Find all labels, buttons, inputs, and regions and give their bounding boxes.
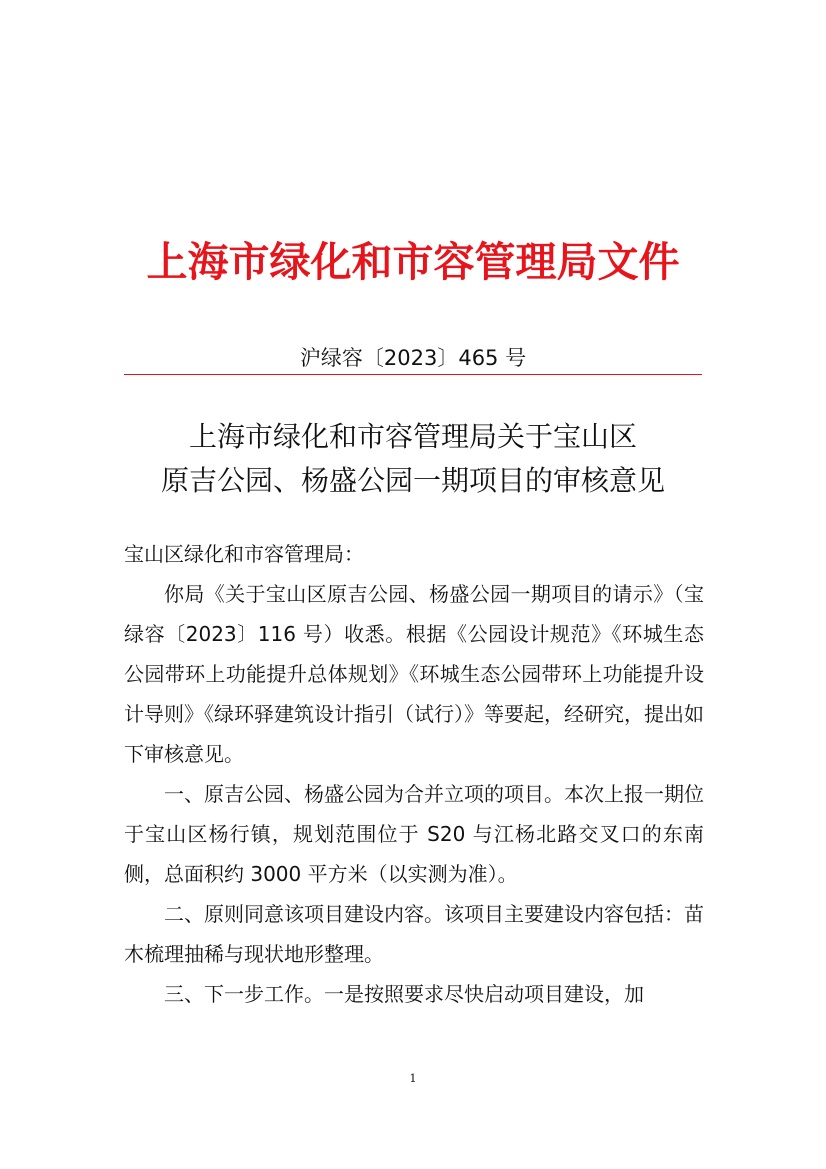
document-body xyxy=(124,534,704,1014)
document-title xyxy=(0,415,826,503)
body-paragraph: 你局《关于宝山区原吉公园、杨盛公园一期项目的请示》（宝绿容〔2023〕116 号）收悉。根据《公园设计规范》《环城生态公园带环上功能提升总体规划》《环城生态公园带环上功能提升设计导则》《绿环驿建筑设计指引（试行）》等要起，经研究，提出如下审核意见。 xyxy=(124,582,704,766)
page-number: 1 xyxy=(409,1072,417,1085)
body-paragraph: 一、原吉公园、杨盛公园为合并立项的项目。本次上报一期位于宝山区杨行镇，规划范围位于 S20 与江杨北路交叉口的东南侧，总面积约 3000 平方米（以实测为准）。 xyxy=(124,782,704,886)
document-title-line-1: 上海市绿化和市容管理局关于宝山区 xyxy=(188,420,637,453)
body-paragraph: 二、原则同意该项目建设内容。该项目主要建设内容包括：苗木梳理抽稀与现状地形整理。 xyxy=(124,902,704,966)
body-paragraph: 三、下一步工作。一是按照要求尽快启动项目建设，加 xyxy=(164,982,644,1006)
addressee: 宝山区绿化和市容管理局： xyxy=(124,542,364,566)
document-header-title: 上海市绿化和市容管理局文件 xyxy=(146,238,680,286)
document-number: 沪绿容〔2023〕465 号 xyxy=(299,346,527,370)
red-divider-line xyxy=(124,374,702,375)
document-title-line-2: 原吉公园、杨盛公园一期项目的审核意见 xyxy=(160,464,665,497)
